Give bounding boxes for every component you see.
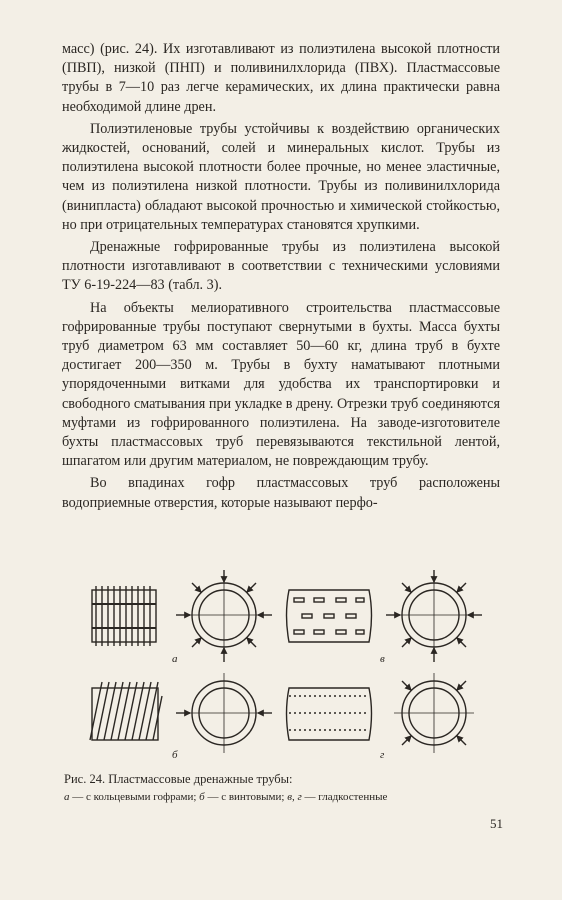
caption-text-a: — с кольцевыми гофрами; [69, 791, 200, 803]
figure-caption [64, 770, 504, 806]
caption-legend [64, 788, 504, 806]
paragraph: Дренажные гофрированные трубы из полиэтилена высокой плотности изготавливают в соответствии с техническими условиями ТУ 6-19-224—83 (табл. 3). [62, 239, 500, 294]
caption-key-vg: в, г [287, 791, 302, 803]
caption-text-vg: — гладкостенные [301, 791, 388, 803]
caption-text-b: — с винтовыми; [204, 791, 288, 803]
pipe-smooth-perforated [287, 688, 372, 740]
pipe-ring-corrugated [92, 586, 156, 646]
caption-key-b: б [199, 791, 205, 803]
cross-section-g [394, 673, 474, 753]
paragraph: Полиэтиленовые трубы устойчивы к воздействию органических жидкостей, оснований, солей и минеральных кислот. Трубы из полиэтилена высокой плотности более прочные, но менее эластичные, чем из полиэтилена низкой плотности. Трубы из поливинилхлорида (винипласта) обладают высокой прочностью и химической стойкостью, но при отрицательных температурах становятся хрупкими. [62, 120, 500, 233]
pipe-smooth-slotted [287, 590, 372, 642]
pipe-helical-corrugated [90, 682, 162, 740]
figure-24 [84, 570, 484, 770]
paragraph: Во впадинах гофр пластмассовых труб расположены водоприемные отверстия, которые называют перфо- [62, 475, 500, 511]
cross-section-b [176, 673, 272, 753]
caption-key-a: а [64, 791, 70, 803]
page-number: 51 [490, 816, 503, 831]
cross-section-v [386, 570, 482, 662]
label-g: г [380, 749, 385, 761]
label-b: б [172, 749, 178, 761]
paragraph: масс) (рис. 24). Их изготавливают из полиэтилена высокой плотности (ПВП), низкой (ПНП) и поливинилхлорида (ПВХ). Пластмассовые трубы в 7—10 раз легче керамических, их длина практически равна необходимой длине дрен. [62, 41, 500, 115]
cross-section-a [176, 570, 272, 662]
label-v: в [380, 653, 385, 665]
caption-title: Рис. 24. Пластмассовые дренажные трубы: [64, 772, 293, 786]
paragraph: На объекты мелиоративного строительства пластмассовые гофрированные трубы поступают свернутыми в бухты. Масса бухты труб диаметром 63 мм составляет 50—60 кг, длина труб в бухте достигает 200—350 м. Трубы в бухту наматывают плотными упорядоченными витками для удобства их транспортировки и свободного сматывания при укладке в дрену. Отрезки труб соединяются муфтами из гофрированного полиэтилена. На заводе-изготовителе бухты пластмассовых труб перевязываются текстильной лентой, шпагатом или другим материалом, не повреждающим трубу. [62, 299, 500, 470]
body-text [62, 40, 500, 513]
label-a: а [172, 653, 178, 665]
